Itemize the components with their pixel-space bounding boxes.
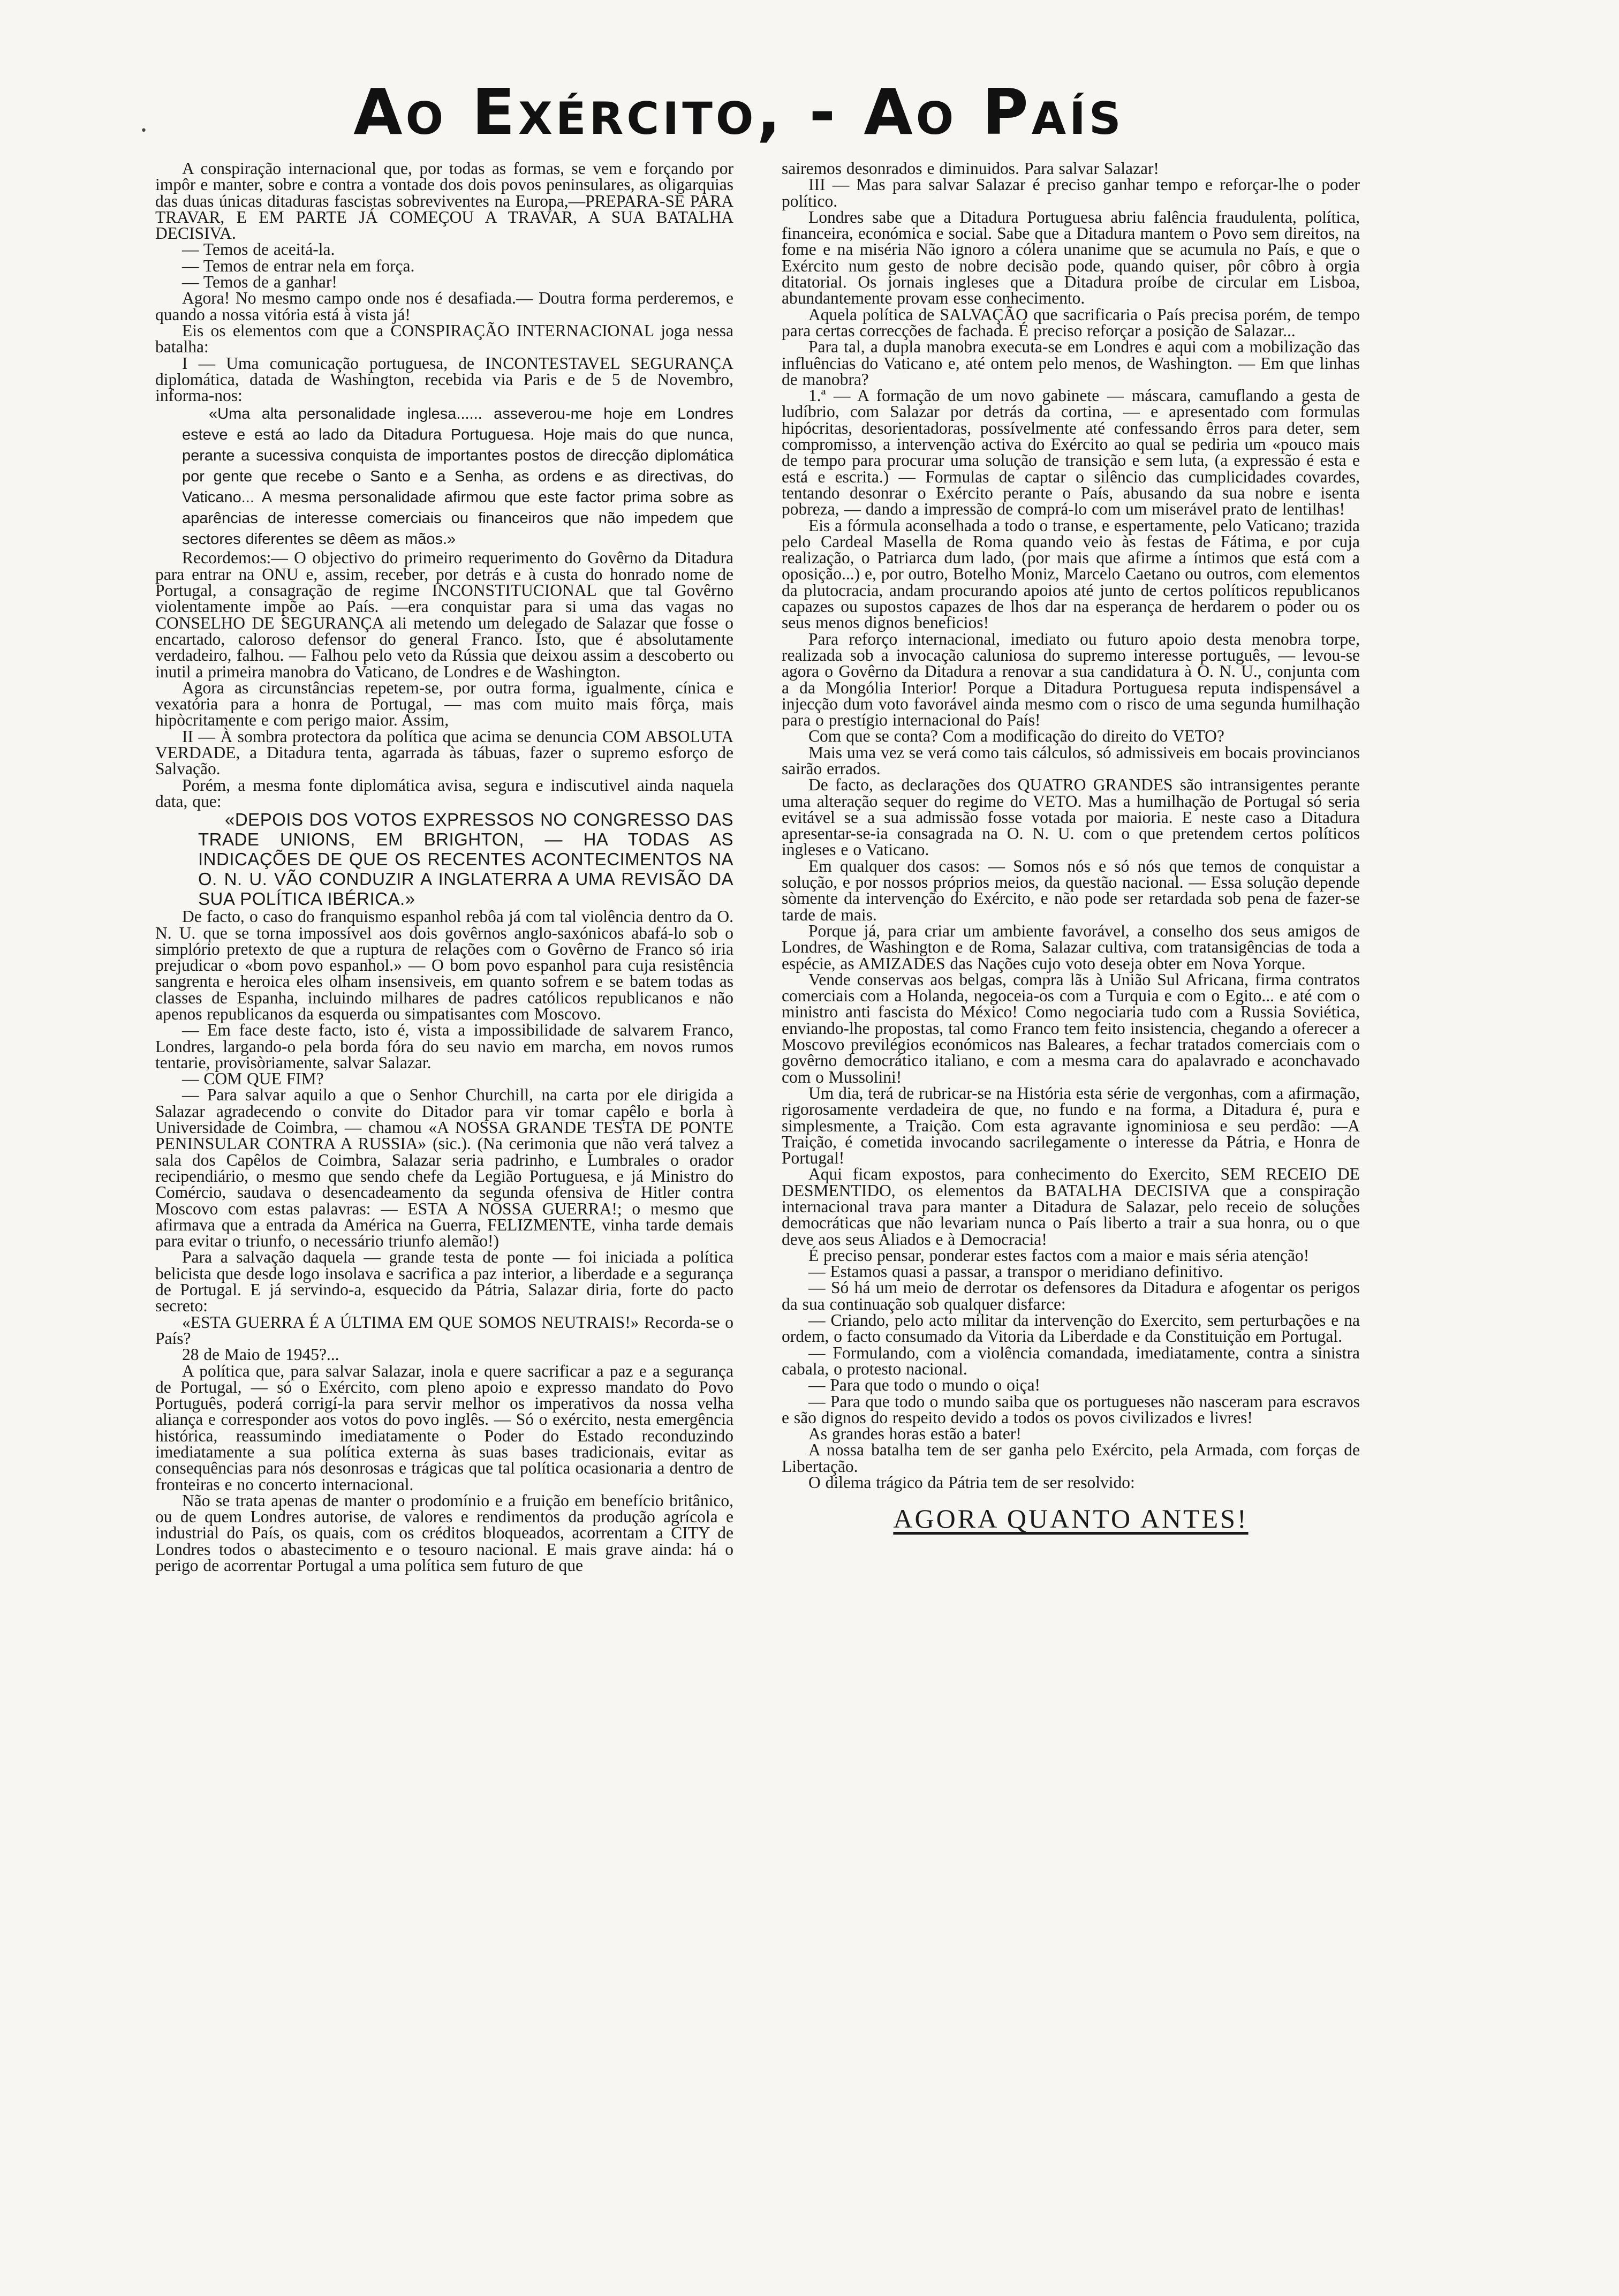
quoted-paragraph: «Uma alta personalidade inglesa...... asseverou-me hoje em Londres esteve e está ao lado da Ditadura Portuguesa. Hoje mais do que nunca, perante a sucessiva conquista de importantes postos de direcção diplomática por gente que recebe o Santo e a Senha, as ordens e as directivas, do Vaticano... A mesma personalidade afirmou que este factor prima sobre as aparências de interesse comerciais ou financeiros que não impedem que sectores diferentes se dêem as mãos.» [182, 405, 733, 548]
paragraph: Aquela política de SALVAÇÃO que sacrificaria o País precisa porém, de tempo para certas correcções de fachada. É preciso reforçar a posição de Salazar... [782, 305, 1360, 340]
paragraph: sairemos desonrados e diminuidos. Para salvar Salazar! [782, 159, 1159, 178]
paragraph: — Temos de aceitá-la. [182, 240, 335, 259]
paragraph: As grandes horas estão a bater! [808, 1424, 1022, 1444]
paragraph: — Estamos quasi a passar, a transpor o meridiano definitivo. [808, 1262, 1223, 1281]
paragraph: — Temos de a ganhar! [182, 273, 337, 292]
paragraph: 1.ª — A formação de um novo gabinete — máscara, camuflando a gesta de ludíbrio, com Salazar por detrás da cortina, — e apresentado com formulas hipócritas, desorientadoras, possívelmente até confessando êrros para deter, sem compromisso, a intervenção activa do Exército ao qual se pediria um «pouco mais de tempo para procurar uma solução de transição e sem luta, (a expressão é esta e está e escrita.) — Formulas de captar o silêncio das cumplicidades covardes, tentando desonrar o Exército perante o País, abusando da sua nobre e isenta pobreza, — dando a impressão de comprá-lo com um miserável prato de lentilhas! [782, 386, 1360, 519]
paragraph: II — À sombra protectora da política que acima se denuncia COM ABSOLUTA VERDADE, a Ditadura tenta, agarrada às tábuas, fazer o supremo esforço de Salvação. [155, 727, 733, 779]
paragraph: — Para que todo o mundo saiba que os portugueses não nasceram para escravos e são dignos do respeito devido a todos os povos civilizados e livres! [782, 1392, 1360, 1427]
paragraph: I — Uma comunicação portuguesa, de INCONTESTAVEL SEGURANÇA diplomática, datada de Washington, recebida via Paris e de 5 de Novembro, informa-nos: [155, 353, 733, 405]
paragraph: — Temos de entrar nela em força. [182, 256, 415, 275]
paragraph: Mais uma vez se verá como tais cálculos, só admissiveis em bocais provincianos sairão errados. [782, 743, 1360, 778]
paragraph: Para reforço internacional, imediato ou futuro apoio desta menobra torpe, realizada sob a invocação caluniosa do supremo interesse português, — levou-se agora o Govêrno da Ditadura a renovar a sua candidatura à O. N. U., conjunta com a da Mongólia Interior! Porque a Ditadura Portuguesa reputa indispensável a injecção dum voto favorável ainda mesmo com o risco de uma segunda humilhação para o prestígio internacional do País! [782, 629, 1360, 730]
paragraph: Agora! No mesmo campo onde nos é desafiada.— Doutra forma perderemos, e quando a nossa vitória está à vista já! [155, 289, 733, 324]
paragraph: Para a salvação daquela — grande testa de ponte — foi iniciada a política belicista que desde logo insolava e sacrifica a paz interior, a liberdade e a segurança de Portugal. E já servindo-a, esquecido da Pátria, Salazar diria, forte do pacto secreto: [155, 1248, 733, 1316]
paragraph: A conspiração internacional que, por todas as formas, se vem e forçando por impôr e manter, sobre e contra a vontade dos dois povos peninsulares, as oligarquias das duas únicas ditaduras fascistas sobreviventes na Europa,—PREPARA-SE PARA TRAVAR, E EM PARTE JÁ COMEÇOU A TRAVAR, A SUA BATALHA DECISIVA. [155, 159, 733, 243]
paragraph: Porém, a mesma fonte diplomática avisa, segura e indiscutivel ainda naquela data, que: [155, 775, 733, 811]
paragraph: Agora as circunstâncias repetem-se, por outra forma, igualmente, cínica e vexatória para a honra de Portugal, — mas com muito mais fôrça, mais hipòcritamente e com perigo maior. Assim, [155, 678, 733, 730]
paragraph: O dilema trágico da Pátria tem de ser resolvido: [808, 1473, 1135, 1492]
paragraph: — Só há um meio de derrotar os defensores da Ditadura e afogentar os perigos da sua continuação sob qualquer disfarce: [782, 1278, 1360, 1313]
paragraph: Em qualquer dos casos: — Somos nós e só nós que temos de conquistar a solução, e por nossos próprios meios, da questão nacional. — Essa solução depende sòmente da intervenção do Exército, e não pode ser retardada sob pena de fazer-se tarde de mais. [782, 856, 1360, 924]
paragraph: É preciso pensar, ponderar estes factos com a maior e mais séria atenção! [808, 1245, 1310, 1265]
paragraph: Recordemos:— O objectivo do primeiro requerimento do Govêrno da Ditadura para entrar na ONU e, assim, receber, por detrás e à custa do honrado nome de Portugal, a consagração de regime INCONSTITUCIONAL que tal Govêrno violentamente impõe ao País. —era conquistar para si uma das vagas no CONSELHO DE SEGURANÇA ali metendo um delegado de Salazar que fosse o encartado, caloroso defensor do general Franco. Isto, que é absolutamente verdadeiro, falhou. — Falhou pelo veto da Rússia que deixou assim a descoberto ou inutil a primeira manobra do Vaticano, de Londres e de Washington. [155, 548, 733, 681]
paragraph: — Formulando, com a violência comandada, imediatamente, contra a sinistra cabala, o protesto nacional. [782, 1343, 1360, 1378]
paragraph: Com que se conta? Com a modificação do direito do VETO? [808, 727, 1224, 746]
document-title: Ao Exército, - Ao País [353, 75, 1124, 149]
paragraph: A nossa batalha tem de ser ganha pelo Exército, pela Armada, com forças de Libertação. [782, 1440, 1360, 1476]
paragraph: Um dia, terá de rubricar-se na História esta série de vergonhas, com a afirmação, rigorosamente verdadeira de que, no fundo e na forma, a Ditadura é, pura e simplesmente, a Traição. Com esta agravante ignominiosa e seu perdão: —A Traição, é cometida invocando sacrilegamente o interesse da Pátria, e Honra de Portugal! [782, 1083, 1360, 1168]
paragraph: Para tal, a dupla manobra executa-se em Londres e aqui com a mobilização das influências do Vaticano e, até ontem pelo menos, de Washington. — Em que linhas de manobra? [782, 337, 1360, 389]
paragraph: Londres sabe que a Ditadura Portuguesa abriu falência fraudulenta, política, financeira, económica e social. Sabe que a Ditadura mantem o Povo sem direitos, na fome e na miséria Não ignoro a cólera unanime que se acumula no País, e que o Exército num gesto de nobre decisão pode, quando quiser, pôr côbro à orgia ditatorial. Os jornais ingleses que a Ditadura proíbe de circular em Lisboa, abundantemente provam esse conhecimento. [782, 207, 1360, 308]
quoted-paragraph: «DEPOIS DOS VOTOS EXPRESSOS NO CONGRESSO DAS TRADE UNIONS, EM BRIGHTON, — HA TODAS AS INDICAÇÕES DE QUE OS RECENTES ACONTECIMENTOS NA O. N. U. VÃO CONDUZIR A INGLATERRA A UMA REVISÃO DA SUA POLÍTICA IBÉRICA.» [198, 810, 733, 909]
paragraph: — COM QUE FIM? [182, 1069, 324, 1089]
paragraph: Não se trata apenas de manter o prodomínio e a fruição em benefício britânico, ou de quem Londres autorise, de valores e rendimentos da produção agrícola e industrial do País, os quais, com os créditos bloqueados, acorrentam a CITY de Londres todos o abastecimento e o tesouro nacional. E mais grave ainda: há o perigo de acorrentar Portugal a uma política sem futuro de que [155, 1491, 733, 1575]
left-column [155, 161, 733, 1574]
paragraph: Eis a fórmula aconselhada a todo o transe, e espertamente, pelo Vaticano; trazida pelo Cardeal Masella de Roma quando veio às festas de Fátima, e por cuja realização, o Patriarca dum lado, (por mais que afirme a íntimos que está com a oposição...) e, por outro, Botelho Moniz, Marcelo Caetano ou outros, com elementos da plutocracia, andam procurando apoios até junto de certos políticos republicanos capazes ou supostos capazes de lhos dar na esperança de herdarem o poder ou os seus menos dignos beneficios! [782, 516, 1360, 632]
paragraph: Vende conservas aos belgas, compra lãs à União Sul Africana, firma contratos comerciais com a Holanda, negoceia-os com a Turquia e com o Egito... e até com o ministro anti fascista do México! Como negociaria tudo com a Russia Soviética, enviando-lhe propostas, tal como Franco tem feito insistencia, chegando a oferecer a Moscovo previlégios económicos nas Baleares, a fechar tratados comerciais com o govêrno democrático italiano, e com a mesma cara do apalavrado e aconchavado com o Mussolini! [782, 970, 1360, 1086]
paragraph: — Em face deste facto, isto é, vista a impossibilidade de salvarem Franco, Londres, largando-o pela borda fóra do seu navio em marcha, em novos rumos tentarie, provisòriamente, salvar Salazar. [155, 1021, 733, 1072]
right-column [782, 161, 1360, 1535]
paragraph: «ESTA GUERRA É A ÚLTIMA EM QUE SOMOS NEUTRAIS!» Recorda-se o País? [155, 1312, 733, 1348]
paragraph: Porque já, para criar um ambiente favorável, a conselho dos seus amigos de Londres, de Washington e de Roma, Salazar cultiva, com tratansigências de toda a espécie, as AMIZADES das Nações cujo voto deseja obter em Nova Yorque. [782, 921, 1360, 973]
paragraph: 28 de Maio de 1945?... [182, 1345, 339, 1364]
paragraph: — Para que todo o mundo o oiça! [808, 1376, 1041, 1395]
paragraph: III — Mas para salvar Salazar é preciso ganhar tempo e reforçar-lhe o poder político. [782, 175, 1360, 210]
paragraph: Aqui ficam expostos, para conhecimento do Exercito, SEM RECEIO DE DESMENTIDO, os elementos da BATALHA DECISIVA que a conspiração internacional trava para manter a Ditadura de Salazar, pelo receio de soluções democráticas que não levariam nunca o País liberto a trair a sua honra, ou o que deve aos seus Aliados e à Democracia! [782, 1165, 1360, 1249]
paragraph: — Para salvar aquilo a que o Senhor Churchill, na carta por ele dirigida a Salazar agradecendo o convite do Ditador para vir tomar capêlo e borla à Universidade de Coimbra, — chamou «A NOSSA GRANDE TESTA DE PONTE PENINSULAR CONTRA A RUSSIA» (sic.). (Na cerimonia que não verá talvez a sala dos Capêlos de Coimbra, Salazar seria padrinho, e Lumbrales o orador recipendiário, o mesmo que sendo chefe da Legião Portuguesa, e já Ministro do Comércio, saudava o desencadeamento da segunda ofensiva de Hitler contra Moscovo com estas palavras: — ESTA A NOSSA GUERRA!; o mesmo que afirmava que a entrada da América na Guerra, FELIZMENTE, vinha tarde demais para evitar o triunfo, o necessário triunfo alemão!) [155, 1085, 733, 1251]
paragraph: De facto, as declarações dos QUATRO GRANDES são intransigentes perante uma alteração sequer do regime do VETO. Mas a humilhação de Portugal só seria evitável se a sua admissão fosse votada por maioria. E neste caso a Ditadura apresentar-se-ia consagrada na O. N. U. com o que pretendem certos políticos ingleses e o Vaticano. [782, 775, 1360, 859]
paragraph: Eis os elementos com que a CONSPIRAÇÃO INTERNACIONAL joga nessa batalha: [155, 321, 733, 357]
paragraph: De facto, o caso do franquismo espanhol rebôa já com tal violência dentro da O. N. U. que se torna impossível aos dois govêrnos anglo-saxónicos abafá-lo sob o simplório pretexto de que a ruptura de relações com o Govêrno de Franco só iria prejudicar o «bom povo espanhol.» — O bom povo espanhol para cuja resistência sangrenta e heroica eles olham insensiveis, em quanto sofrem e se batem todas as classes de Espanha, incluindo milhares de padres católicos republicanos e não apenos republicanos da esquerda ou simpatisantes com Moscovo. [155, 907, 733, 1023]
paragraph: — Criando, pelo acto militar da intervenção do Exercito, sem perturbações e na ordem, o facto consumado da Vitoria da Liberdade e da Constituição em Portugal. [782, 1311, 1360, 1346]
bullet-mark: • [140, 124, 147, 138]
closing-slogan: AGORA QUANTO ANTES! [893, 1504, 1249, 1534]
paragraph: A política que, para salvar Salazar, inola e quere sacrificar a paz e a segurança de Portugal, — só o Exército, com pleno apoio e expresso mandato do Povo Português, poderá corrigí-la para servir melhor os imperativos da nossa velha aliança e corresponder aos votos do povo inglês. — Só o exército, nesta emergência histórica, reassumindo imediatamente o Poder do Estado reconduzindo imediatamente a sua política externa às suas bases tradicionais, evitar as consequências para nós desonrosas e trágicas que tal política ocasionaria a dentro de fronteiras e no concerto internacional. [155, 1361, 733, 1494]
